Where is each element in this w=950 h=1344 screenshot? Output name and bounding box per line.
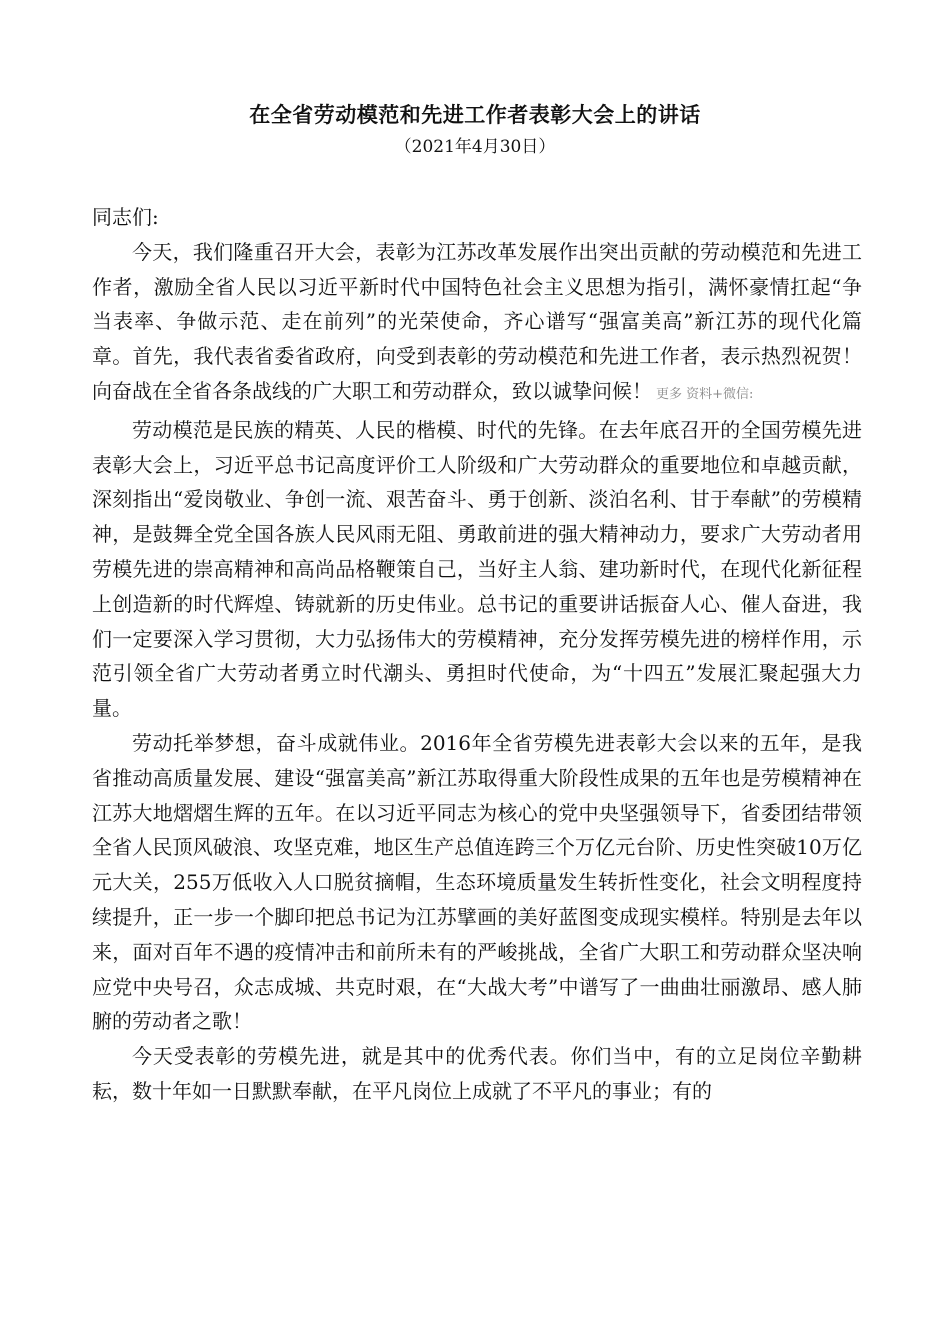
paragraph-3: 劳动托举梦想，奋斗成就伟业。2016年全省劳模先进表彰大会以来的五年，是我省推动高质量发展、建设“强富美高”新江苏取得重大阶段性成果的五年也是劳模精神在江苏大地熠熠生辉的五年。在以习近平同志为核心的党中央坚强领导下，省委团结带领全省人民顶风破浪、攻坚克难，地区生产总值连跨三个万亿元台阶、历史性突破10万亿元大关，255万低收入人口脱贫摘帽，生态环境质量发生转折性变化，社会文明程度持续提升，正一步一个脚印把总书记为江苏擘画的美好蓝图变成现实模样。特别是去年以来，面对百年不遇的疫情冲击和前所未有的严峻挑战，全省广大职工和劳动群众坚决响应党中央号召，众志成城、共克时艰，在“大战大考”中谱写了一曲曲壮丽激昂、感人肺腑的劳动者之歌！ [92,730,862,1034]
paragraph-1 [92,235,862,413]
document-title: 在全省劳动模范和先进工作者表彰大会上的讲话 [249,102,701,127]
document-date: （2021年4月30日） [394,137,556,157]
salutation: 同志们: [92,205,159,229]
paragraph-4: 今天受表彰的劳模先进，就是其中的优秀代表。你们当中，有的立足岗位辛勤耕耘，数十年如一日默默奉献，在平凡岗位上成就了不平凡的事业；有的 [92,1044,862,1103]
contact-note: 更多 资料+微信: [656,386,754,402]
paragraph-2: 劳动模范是民族的精英、人民的楷模、时代的先锋。在去年底召开的全国劳模先进表彰大会上，习近平总书记高度评价工人阶级和广大劳动群众的重要地位和卓越贡献，深刻指出“爱岗敬业、争创一流、艰苦奋斗、勇于创新、淡泊名利、甘于奉献”的劳模精神，是鼓舞全党全国各族人民风雨无阻、勇敢前进的强大精神动力，要求广大劳动者用劳模先进的崇高精神和高尚品格鞭策自己，当好主人翁、建功新时代，在现代化新征程上创造新的时代辉煌、铸就新的历史伟业。总书记的重要讲话振奋人心、催人奋进，我们一定要深入学习贯彻，大力弘扬伟大的劳模精神，充分发挥劳模先进的榜样作用，示范引领全省广大劳动者勇立时代潮头、勇担时代使命，为“十四五”发展汇聚起强大力量。 [92,417,862,721]
paragraph-1-text: 今天，我们隆重召开大会，表彰为江苏改革发展作出突出贡献的劳动模范和先进工作者，激励全省人民以习近平新时代中国特色社会主义思想为指引，满怀豪情扛起“争当表率、争做示范、走在前列”的光荣使命，齐心谱写“强富美高”新江苏的现代化篇章。首先，我代表省委省政府，向受到表彰的劳动模范和先进工作者，表示热烈祝贺！向奋战在全省各条战线的广大职工和劳动群众，致以诚挚问候！ [92,239,862,403]
document-body [92,200,862,1109]
